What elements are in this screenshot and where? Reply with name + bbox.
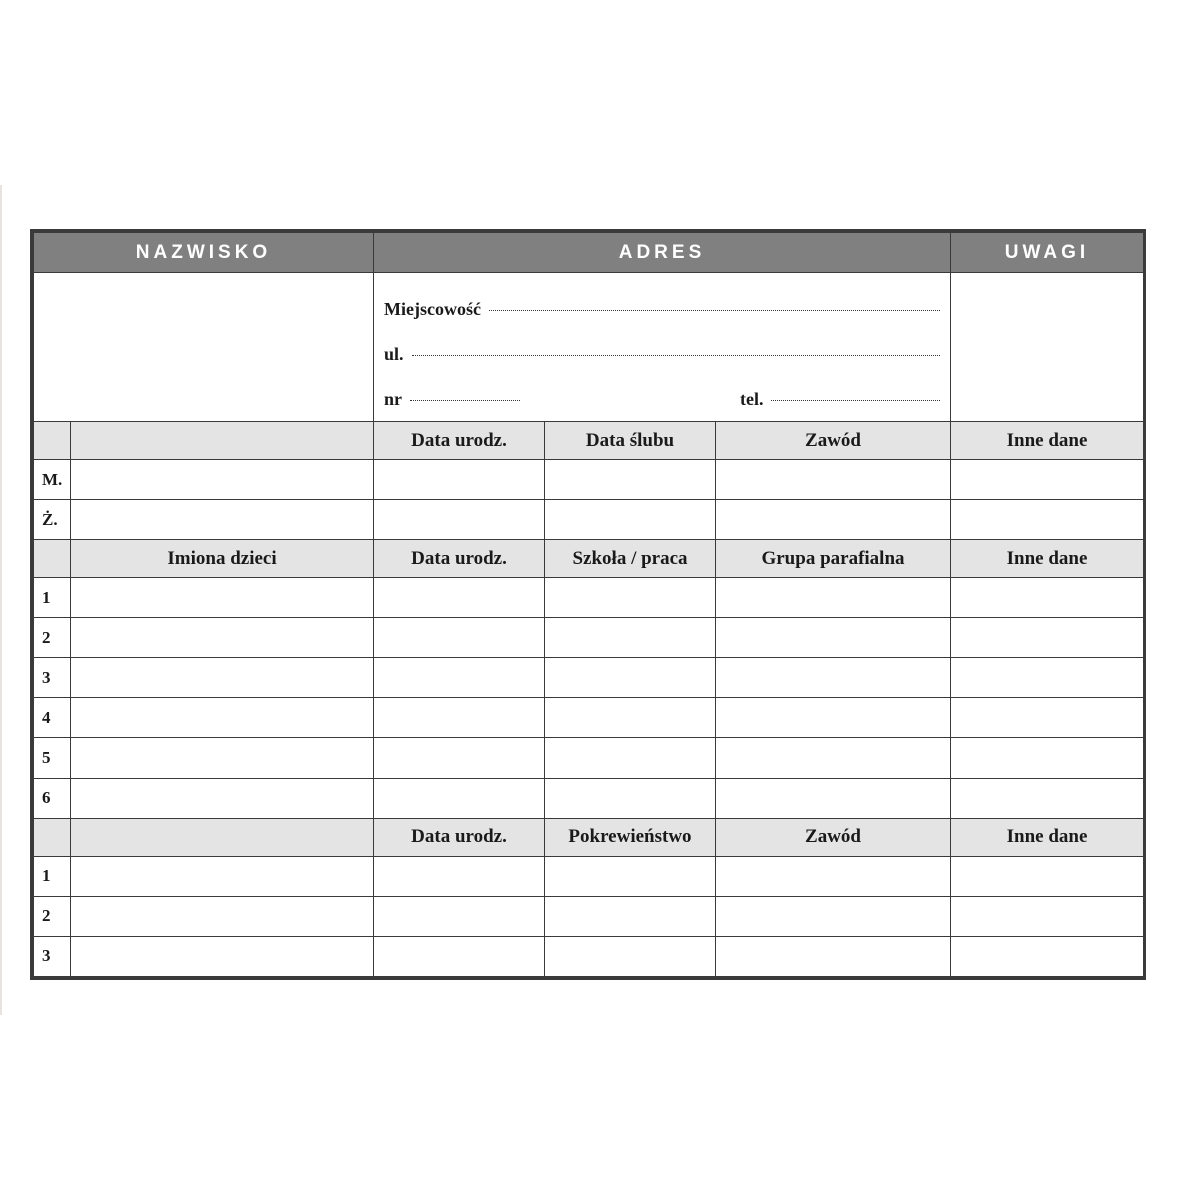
name-cell[interactable] [71,460,374,500]
child-row [34,698,1144,738]
children-header-other: Inne dane [951,540,1144,578]
city-dotted-line [489,310,940,311]
surname-field[interactable] [34,273,374,422]
street-label: ul. [384,344,404,365]
wedding-date-cell[interactable] [545,500,716,540]
name-cell[interactable] [71,698,374,738]
relatives-header-other: Inne dane [951,818,1144,856]
parish-family-card [30,229,1146,980]
row-number: 1 [34,856,71,896]
children-header-parish-group: Grupa parafialna [716,540,951,578]
birthdate-cell[interactable] [374,658,545,698]
relatives-header-birthdate: Data urodz. [374,818,545,856]
name-cell[interactable] [71,856,374,896]
children-header-school-work: Szkoła / praca [545,540,716,578]
row-number: 3 [34,936,71,976]
spouses-header-birthdate: Data urodz. [374,422,545,460]
relatives-header-name [71,818,374,856]
other-data-cell[interactable] [951,936,1144,976]
parish-group-cell[interactable] [716,618,951,658]
birthdate-cell[interactable] [374,698,545,738]
spouses-header-occupation: Zawód [716,422,951,460]
other-data-cell[interactable] [951,578,1144,618]
birthdate-cell[interactable] [374,738,545,778]
row-number: 1 [34,578,71,618]
kinship-cell[interactable] [545,896,716,936]
spouse-row-wife [34,500,1144,540]
school-work-cell[interactable] [545,738,716,778]
spouses-header-other: Inne dane [951,422,1144,460]
other-data-cell[interactable] [951,500,1144,540]
row-number: 2 [34,896,71,936]
school-work-cell[interactable] [545,778,716,818]
occupation-cell[interactable] [716,936,951,976]
spouses-header-row [34,422,1144,460]
birthdate-cell[interactable] [374,460,545,500]
name-cell[interactable] [71,658,374,698]
name-cell[interactable] [71,500,374,540]
child-row [34,578,1144,618]
spouses-header-index [34,422,71,460]
relative-row [34,936,1144,976]
relatives-header-kinship: Pokrewieństwo [545,818,716,856]
birthdate-cell[interactable] [374,856,545,896]
row-number: 3 [34,658,71,698]
relative-row [34,856,1144,896]
row-number: 5 [34,738,71,778]
paper-edge [0,185,2,1015]
occupation-cell[interactable] [716,896,951,936]
header-address: ADRES [374,233,951,273]
name-cell[interactable] [71,618,374,658]
kinship-cell[interactable] [545,936,716,976]
relatives-header-occupation: Zawód [716,818,951,856]
phone-dotted-line [771,400,940,401]
street-line[interactable] [384,344,940,365]
relatives-header-row [34,818,1144,856]
name-cell[interactable] [71,778,374,818]
city-line[interactable] [384,299,940,320]
occupation-cell[interactable] [716,500,951,540]
number-label: nr [384,389,402,410]
school-work-cell[interactable] [545,658,716,698]
relatives-header-index [34,818,71,856]
birthdate-cell[interactable] [374,618,545,658]
other-data-cell[interactable] [951,698,1144,738]
number-dotted-line [410,400,520,401]
name-cell[interactable] [71,896,374,936]
child-row [34,658,1144,698]
birthdate-cell[interactable] [374,778,545,818]
children-header-birthdate: Data urodz. [374,540,545,578]
spouses-header-wedding-date: Data ślubu [545,422,716,460]
children-header-row [34,540,1144,578]
occupation-cell[interactable] [716,460,951,500]
parish-group-cell[interactable] [716,778,951,818]
parish-group-cell[interactable] [716,658,951,698]
birthdate-cell[interactable] [374,578,545,618]
birthdate-cell[interactable] [374,896,545,936]
other-data-cell[interactable] [951,778,1144,818]
header-remarks: UWAGI [951,233,1144,273]
relative-row [34,896,1144,936]
phone-line[interactable] [740,389,940,410]
parish-group-cell[interactable] [716,698,951,738]
parish-group-cell[interactable] [716,738,951,778]
parish-group-cell[interactable] [716,578,951,618]
name-cell[interactable] [71,936,374,976]
child-row [34,778,1144,818]
wedding-date-cell[interactable] [545,460,716,500]
row-label: M. [34,460,71,500]
other-data-cell[interactable] [951,658,1144,698]
row-label: Ż. [34,500,71,540]
header-name: NAZWISKO [34,233,374,273]
other-data-cell[interactable] [951,896,1144,936]
children-header-index [34,540,71,578]
school-work-cell[interactable] [545,618,716,658]
school-work-cell[interactable] [545,578,716,618]
other-data-cell[interactable] [951,856,1144,896]
school-work-cell[interactable] [545,698,716,738]
kinship-cell[interactable] [545,856,716,896]
row-number: 6 [34,778,71,818]
row-number: 4 [34,698,71,738]
main-info-row [34,273,1144,422]
other-data-cell[interactable] [951,618,1144,658]
address-field [374,273,951,422]
remarks-field[interactable] [951,273,1144,422]
spouse-row-husband [34,460,1144,500]
children-header-names: Imiona dzieci [71,540,374,578]
family-form-table [33,232,1144,977]
name-cell[interactable] [71,578,374,618]
row-number: 2 [34,618,71,658]
name-cell[interactable] [71,738,374,778]
birthdate-cell[interactable] [374,936,545,976]
number-line[interactable] [384,389,520,410]
header-row [34,233,1144,273]
birthdate-cell[interactable] [374,500,545,540]
street-dotted-line [412,355,940,356]
child-row [34,738,1144,778]
occupation-cell[interactable] [716,856,951,896]
other-data-cell[interactable] [951,460,1144,500]
city-label: Miejscowość [384,299,481,320]
other-data-cell[interactable] [951,738,1144,778]
phone-label: tel. [740,389,764,410]
spouses-header-name [71,422,374,460]
child-row [34,618,1144,658]
